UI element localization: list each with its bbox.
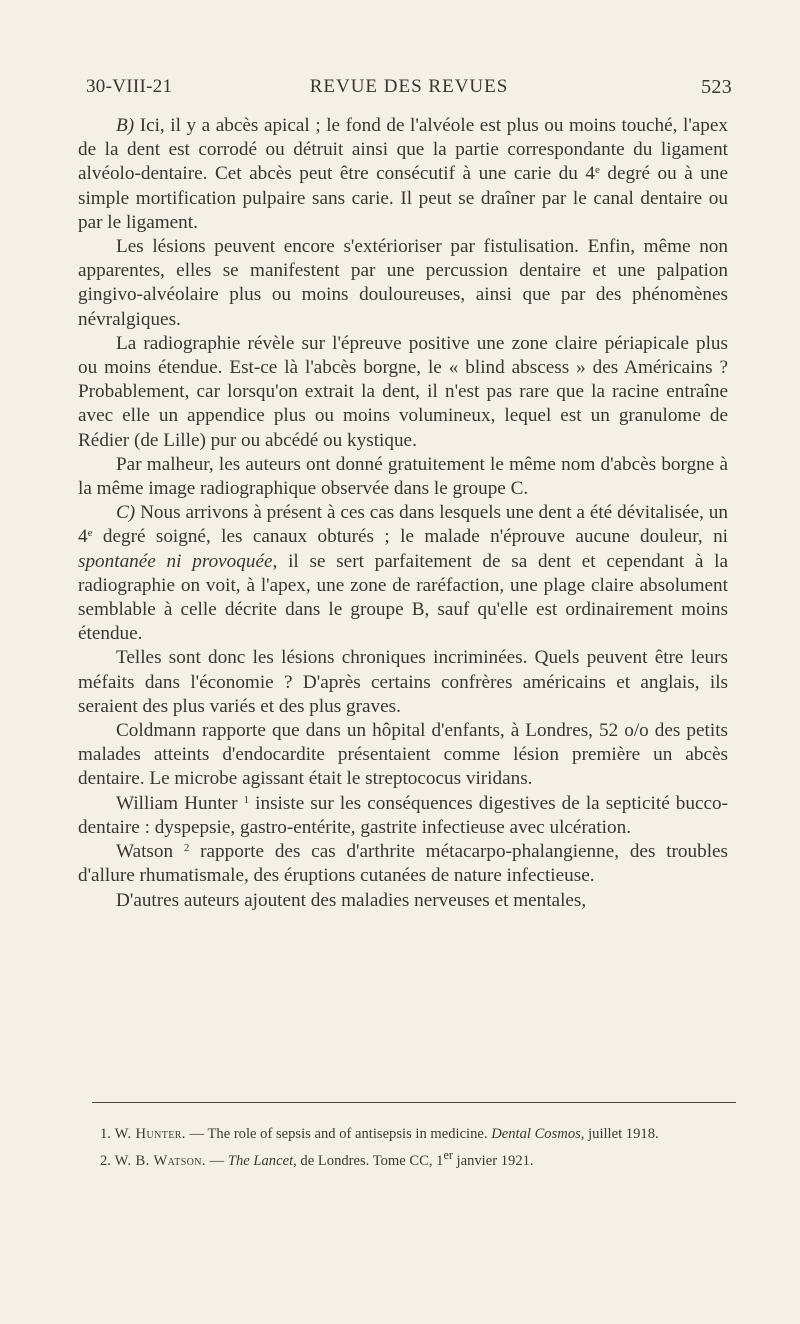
group-b-label: B): [116, 115, 135, 136]
group-c-label: C): [116, 502, 136, 524]
paragraph-fistulisation: Les lésions peuvent encore s'extérioriser par fistulisation. Enfin, même non apparentes, elles se manifestent par une percussion dentaire et une palpation gingivo-alvéolaire plus ou moins douloureuses, ainsi que par des phénomènes névralgiques.: [78, 236, 728, 330]
paragraph-group-c: C) Nous arrivons à présent à ces cas dans lesquels une dent a été dévitalisée, un 4e degré soigné, les canaux obturés ; le malade n'éprouve aucune douleur, ni spontanée ni provoquée, il se sert parfaitement de sa dent et cependant à la radiographie on voit, à l'apex, une zone de raréfaction, une plage claire absolument semblable à celle décrite dans le groupe B, sauf qu'elle est ordinairement moins étendue.: [78, 502, 728, 645]
paragraph-malheur: Par malheur, les auteurs ont donné gratuitement le même nom d'abcès borgne à la même image radiographique observée dans le groupe C.: [78, 453, 728, 500]
paragraph-lesions-chroniques: Telles sont donc les lésions chroniques incriminées. Quels peuvent être leurs méfaits dans l'économie ? D'après certains confrères américains et anglais, ils seraient des plus variés et des plus graves.: [78, 647, 728, 717]
footnote-2: 2. W. B. Watson. — The Lancet, de Londres. Tome CC, 1er janvier 1921.: [100, 1147, 534, 1169]
footnote-divider: [92, 1102, 736, 1103]
footnote-1: 1. W. Hunter. — The role of sepsis and of antisepsis in medicine. Dental Cosmos, juillet 1918.: [100, 1126, 659, 1142]
paragraph-group-b: B) Ici, il y a abcès apical ; le fond de l'alvéole est plus ou moins touché, l'apex de la dent est corrodé ou détruit ainsi que la partie correspondante du ligament alvéolo-dentaire. Cet abcès peut être consécutif à une carie du 4e degré ou à une simple mortification pulpaire sans carie. Il peut se draîner par le canal dentaire ou par le ligament.: [78, 115, 728, 233]
journal-section-title: REVUE DES REVUES: [309, 76, 509, 97]
article-body: [78, 114, 728, 913]
footnotes: [78, 1124, 728, 1171]
paragraph-radiographie: La radiographie révèle sur l'épreuve positive une zone claire périapicale plus ou moins étendue. Est-ce là l'abcès borgne, le « blind abscess » des Américains ? Probablement, car lorsqu'on extrait la dent, il n'est pas rare que la racine entraîne avec elle un appendice plus ou moins volumineux, lequel est un granulome de Rédier (de Lille) pur ou abcédé ou kystique.: [78, 332, 728, 451]
footnote-ref-1: 1: [243, 793, 250, 806]
paragraph-watson: Watson $^2$ rapporte des cas d'arthrite métacarpo-phalangienne, des troubles d'allure rhumatismale, des éruptions cutanées de nature infectieuse.: [78, 841, 729, 887]
paragraph-hunter: William Hunter $^1$ insiste sur les conséquences digestives de la septicité bucco-dentaire : dyspepsie, gastro-entérite, gastrite infectieuse avec ulcération.: [78, 792, 729, 838]
paragraph-coldmann: Coldmann rapporte que dans un hôpital d'enfants, à Londres, 52 o/o des petits malades atteints d'endocardite présentaient comme lésion première un abcès dentaire. Le microbe agissant était le streptococus viridans.: [78, 720, 728, 790]
running-header: [86, 76, 732, 104]
issue-date: 30-VIII-21: [86, 76, 173, 97]
page-number: 523: [701, 76, 732, 98]
footnote-ref-2: 2: [183, 842, 190, 855]
paragraph-autres-auteurs: D'autres auteurs ajoutent des maladies nerveuses et mentales,: [116, 889, 587, 911]
